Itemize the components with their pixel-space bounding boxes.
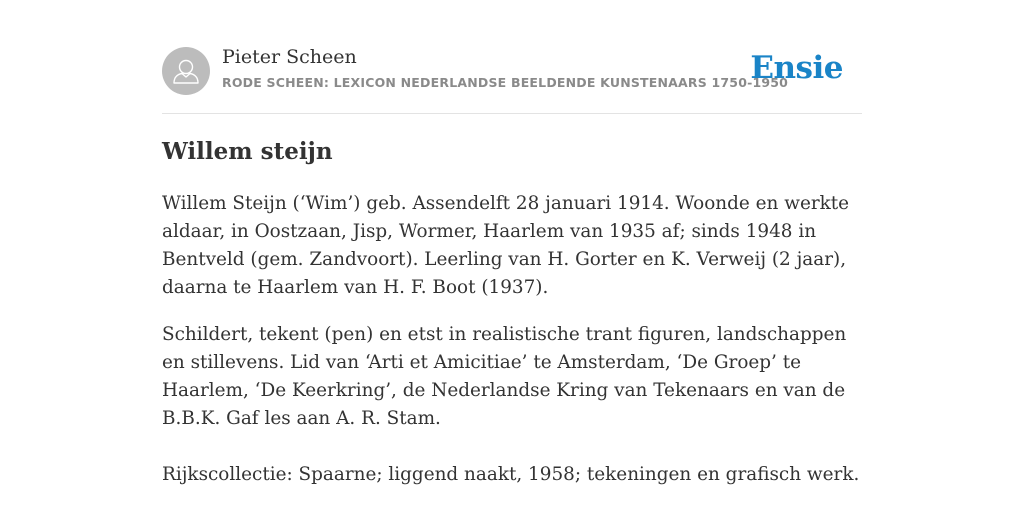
paragraph-collection: Rijkscollectie: Spaarne; liggend naakt, 1958; tekeningen en grafisch werk. [162,464,860,485]
article-title: Willem steijn [162,138,333,165]
source-title[interactable]: RODE SCHEEN: LEXICON NEDERLANDSE BEELDENDE KUNSTENAARS 1750-1950 [222,75,789,90]
author-name[interactable]: Pieter Scheen [222,46,357,68]
paragraph-work: Schildert, tekent (pen) en etst in realistische trant figuren, landschappen en stillevens. Lid van ‘Arti et Amicitiae’ te Amsterdam, ‘De Groep’ te Haarlem, ‘De Keerkring’, de Nederlandse Kring van Tekenaars en van de B.B.K. Gaf les aan A. R. Stam. [162,324,847,429]
ensie-logo[interactable]: Ensie [750,50,843,86]
avatar[interactable] [162,47,210,95]
paragraph-biography: Willem Steijn (‘Wim’) geb. Assendelft 28 januari 1914. Woonde en werkte aldaar, in Oostzaan, Jisp, Wormer, Haarlem van 1935 af; sinds 1948 in Bentveld (gem. Zandvoort). Leerling van H. Gorter en K. Verweij (2 jaar), daarna te Haarlem van H. F. Boot (1937). [162,193,850,298]
user-silhouette-icon [162,47,210,95]
article-body [162,190,862,489]
author-header [162,44,862,114]
